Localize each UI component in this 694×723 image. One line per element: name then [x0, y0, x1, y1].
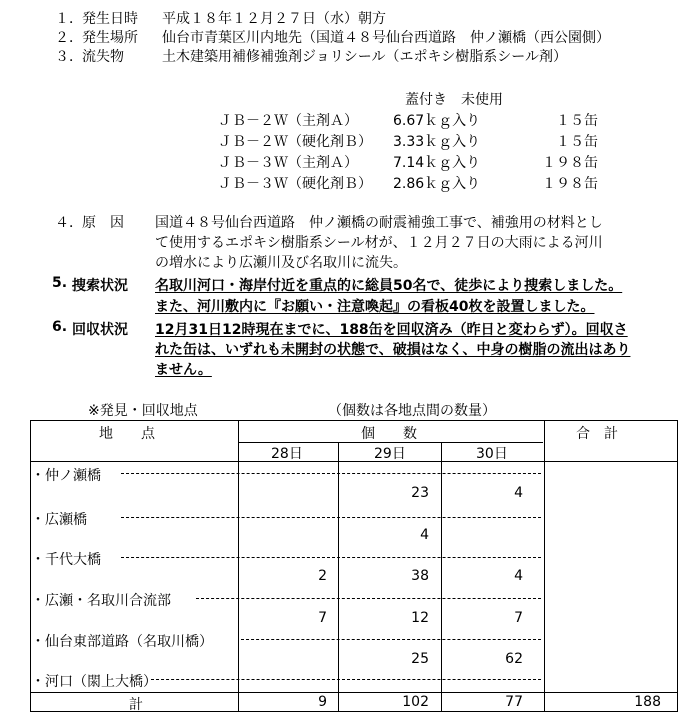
cell-d30: 7	[514, 610, 523, 626]
location-dash	[121, 557, 541, 558]
location-dash	[121, 517, 541, 518]
location-dash	[241, 639, 541, 640]
product-header: 蓋付き 未使用	[405, 92, 503, 108]
recovery-line: 12月31日12時現在までに、188缶を回収済み（昨日と変わらず）。回収さ	[155, 322, 628, 338]
total-all: 188	[634, 694, 661, 710]
total-divider	[31, 692, 677, 693]
product-weight: 3.33ｋｇ入り	[393, 134, 481, 150]
product-row	[210, 131, 610, 151]
item-num: ２．	[55, 30, 83, 46]
location-label: ・仲ノ瀬橋	[31, 468, 101, 484]
header-day: 29日	[374, 446, 406, 462]
cell-d30: 62	[505, 651, 523, 667]
product-qty: １５缶	[556, 134, 598, 150]
product-name: ＪＢ－２Ｗ（主剤Ａ）	[218, 113, 358, 129]
item-label: 発生場所	[82, 30, 138, 46]
table-note: （個数は各地点間の数量）	[328, 403, 496, 419]
cause-line: て使用するエポキシ樹脂系シール材が、１２月２７日の大雨による河川	[155, 235, 603, 251]
location-label: ・広瀬・名取川合流部	[31, 593, 171, 609]
product-name: ＪＢ－２Ｗ（硬化剤Ｂ）	[218, 134, 372, 150]
search-line: 名取川河口・海岸付近を重点的に総員50名で、徒歩により捜索しました。	[155, 278, 623, 294]
cell-d29: 23	[411, 485, 429, 501]
product-name: ＪＢ－３Ｗ（主剤Ａ）	[218, 155, 358, 171]
item-value: 仙台市青葉区川内地先（国道４８号仙台西道路 仲ノ瀬橋（西公園側）	[162, 30, 610, 46]
product-row	[210, 110, 610, 130]
cause-line: 国道４８号仙台西道路 仲ノ瀬橋の耐震補強工事で、補強用の材料とし	[155, 215, 603, 231]
location-dash	[196, 598, 541, 599]
product-row	[210, 152, 610, 172]
recovery-line: ません。	[155, 362, 212, 378]
item-num: ３．	[55, 49, 83, 65]
header-day: 30日	[476, 446, 508, 462]
cell-d29: 4	[420, 527, 429, 543]
recovery-label: 回収状況	[72, 322, 128, 338]
cause-label: 原 因	[82, 215, 124, 231]
item-num: １．	[55, 11, 83, 27]
product-weight: 6.67ｋｇ入り	[393, 113, 481, 129]
cell-d28: 7	[318, 610, 327, 626]
total-d28: 9	[318, 694, 327, 710]
cell-d30: 4	[514, 485, 523, 501]
product-qty: １９８缶	[542, 155, 598, 171]
cell-d29: 12	[411, 610, 429, 626]
location-label: ・千代大橋	[31, 552, 101, 568]
cell-d29: 38	[411, 568, 429, 584]
cell-d30: 4	[514, 568, 523, 584]
recovery-num: 6.	[52, 319, 68, 335]
item-label: 流失物	[82, 49, 124, 65]
col-divider	[441, 442, 442, 711]
item-value: 土木建築用補修補強剤ジョリシール（エポキシ樹脂系シール剤）	[162, 49, 568, 65]
location-label: ・仙台東部道路（名取川橋）	[31, 634, 213, 650]
product-name: ＪＢ－３Ｗ（硬化剤Ｂ）	[218, 176, 372, 192]
product-row	[210, 173, 610, 193]
col-divider	[238, 421, 239, 711]
col-divider	[338, 442, 339, 711]
col-divider	[544, 421, 545, 711]
search-label: 捜索状況	[72, 278, 128, 294]
cell-d29: 25	[411, 651, 429, 667]
product-qty: １９８缶	[542, 176, 598, 192]
recovery-table	[30, 420, 678, 712]
location-dash	[121, 473, 541, 474]
header-count: 個 数	[361, 426, 417, 442]
total-label: 計	[129, 697, 143, 713]
product-qty: １５缶	[556, 113, 598, 129]
cause-num: ４．	[55, 215, 83, 231]
product-weight: 2.86ｋｇ入り	[393, 176, 481, 192]
item-value: 平成１８年１２月２７日（水）朝方	[162, 11, 386, 27]
search-line: また、河川敷内に『お願い・注意喚起』の看板40枚を設置しました。	[155, 299, 595, 315]
item-label: 発生日時	[82, 11, 138, 27]
header-location: 地 点	[99, 426, 155, 442]
total-d29: 102	[402, 694, 429, 710]
table-caption: ※発見・回収地点	[88, 403, 198, 419]
header-day: 28日	[271, 446, 303, 462]
recovery-line: れた缶は、いずれも未開封の状態で、破損はなく、中身の樹脂の流出はあり	[155, 342, 631, 358]
location-dash	[151, 679, 541, 680]
header-bottom	[31, 461, 677, 462]
header-total: 合 計	[576, 426, 618, 442]
location-label: ・河口（閖上大橋）	[31, 674, 157, 690]
total-d30: 77	[505, 694, 523, 710]
cause-line: の増水により広瀬川及び名取川に流失。	[155, 255, 407, 271]
cell-d28: 2	[318, 568, 327, 584]
search-num: 5.	[52, 275, 68, 291]
product-weight: 7.14ｋｇ入り	[393, 155, 481, 171]
location-label: ・広瀬橋	[31, 512, 87, 528]
